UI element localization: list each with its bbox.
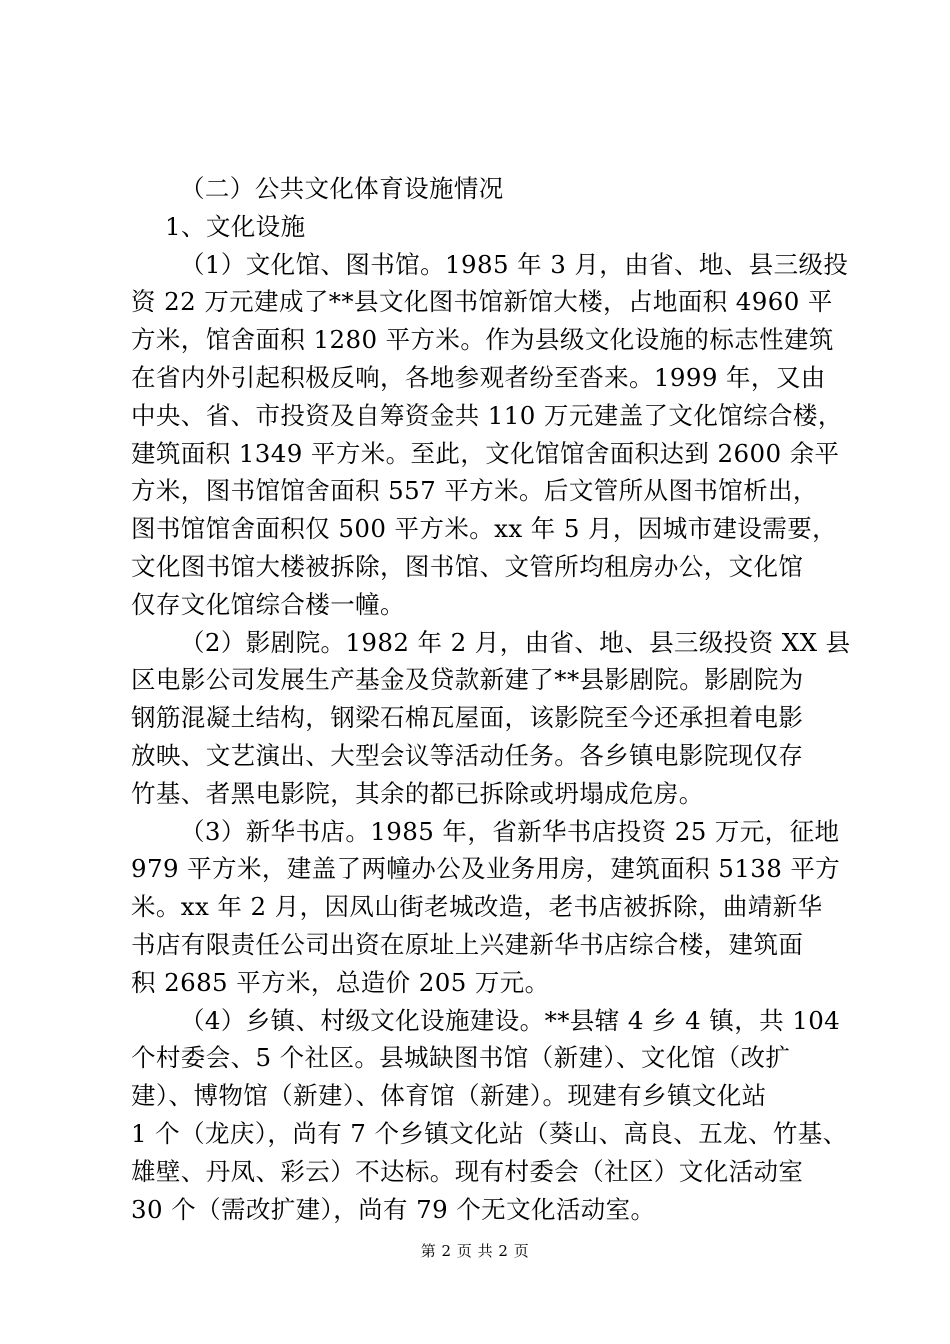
paragraph-line: 图书馆馆舍面积仅 500 平方米。xx 年 5 月，因城市建设需要， — [131, 514, 838, 544]
paragraph-line: （4）乡镇、村级文化设施建设。**县辖 4 乡 4 镇，共 104 — [180, 1005, 841, 1035]
paragraph-line: 竹基、者黑电影院，其余的都已拆除或坍塌成危房。 — [131, 778, 704, 808]
paragraph-line: 仅存文化馆综合楼一幢。 — [131, 589, 405, 619]
paragraph-line: 30 个（需改扩建），尚有 79 个无文化活动室。 — [131, 1194, 656, 1224]
paragraph-line: （2）影剧院。1982 年 2 月，由省、地、县三级投资 XX 县 — [180, 627, 851, 657]
paragraph-line: 中央、省、市投资及自筹资金共 110 万元建盖了文化馆综合楼， — [131, 400, 843, 430]
paragraph-line: 放映、文艺演出、大型会议等活动任务。各乡镇电影院现仅存 — [131, 740, 804, 770]
paragraph-line: 建）、博物馆（新建）、体育馆（新建）。现建有乡镇文化站 — [131, 1081, 767, 1111]
paragraph-line: 方米，图书馆馆舍面积 557 平方米。后文管所从图书馆析出， — [131, 476, 818, 506]
page-footer: 第 2 页 共 2 页 — [420, 1242, 530, 1260]
paragraph-line: 979 平方米，建盖了两幢办公及业务用房，建筑面积 5138 平方 — [131, 854, 841, 884]
paragraph-theater — [131, 624, 851, 813]
paragraph-line: 资 22 万元建成了**县文化图书馆新馆大楼，占地面积 4960 平 — [131, 287, 833, 317]
paragraph-line: 文化图书馆大楼被拆除，图书馆、文管所均租房办公，文化馆 — [131, 551, 804, 581]
paragraph-bookstore — [131, 813, 843, 1002]
paragraph-line: （3）新华书店。1985 年，省新华书店投资 25 万元，征地 — [180, 816, 840, 846]
paragraph-line: 建筑面积 1349 平方米。至此，文化馆馆舍面积达到 2600 余平 — [131, 438, 840, 468]
paragraph-line: 积 2685 平方米，总造价 205 万元。 — [131, 967, 550, 997]
paragraph-line: 1 个（龙庆），尚有 7 个乡镇文化站（葵山、高良、五龙、竹基、 — [131, 1118, 848, 1148]
paragraph-culture-library — [131, 246, 849, 624]
paragraph-line: 方米，馆舍面积 1280 平方米。作为县级文化设施的标志性建筑 — [131, 325, 834, 355]
paragraph-line: 书店有限责任公司出资在原址上兴建新华书店综合楼，建筑面 — [131, 929, 804, 959]
paragraph-line: （1）文化馆、图书馆。1985 年 3 月，由省、地、县三级投 — [180, 249, 849, 279]
paragraph-line: 雄壁、丹凤、彩云）不达标。现有村委会（社区）文化活动室 — [131, 1156, 804, 1186]
document-body — [131, 170, 851, 1228]
paragraph-line: 在省内外引起积极反响，各地参观者纷至沓来。1999 年，又由 — [131, 362, 826, 392]
paragraph-line: 钢筋混凝土结构，钢梁石棉瓦屋面，该影院至今还承担着电影 — [131, 703, 804, 733]
paragraph-line: 米。xx 年 2 月，因凤山街老城改造，老书店被拆除，曲靖新华 — [131, 892, 823, 922]
subheading: 1、文化设施 — [165, 211, 306, 241]
section-heading: （二）公共文化体育设施情况 — [180, 174, 504, 203]
paragraph-line: 区电影公司发展生产基金及贷款新建了**县影剧院。影剧院为 — [131, 665, 804, 695]
paragraph-township-facilities — [131, 1002, 848, 1229]
paragraph-line: 个村委会、5 个社区。县城缺图书馆（新建）、文化馆（改扩 — [131, 1043, 791, 1073]
